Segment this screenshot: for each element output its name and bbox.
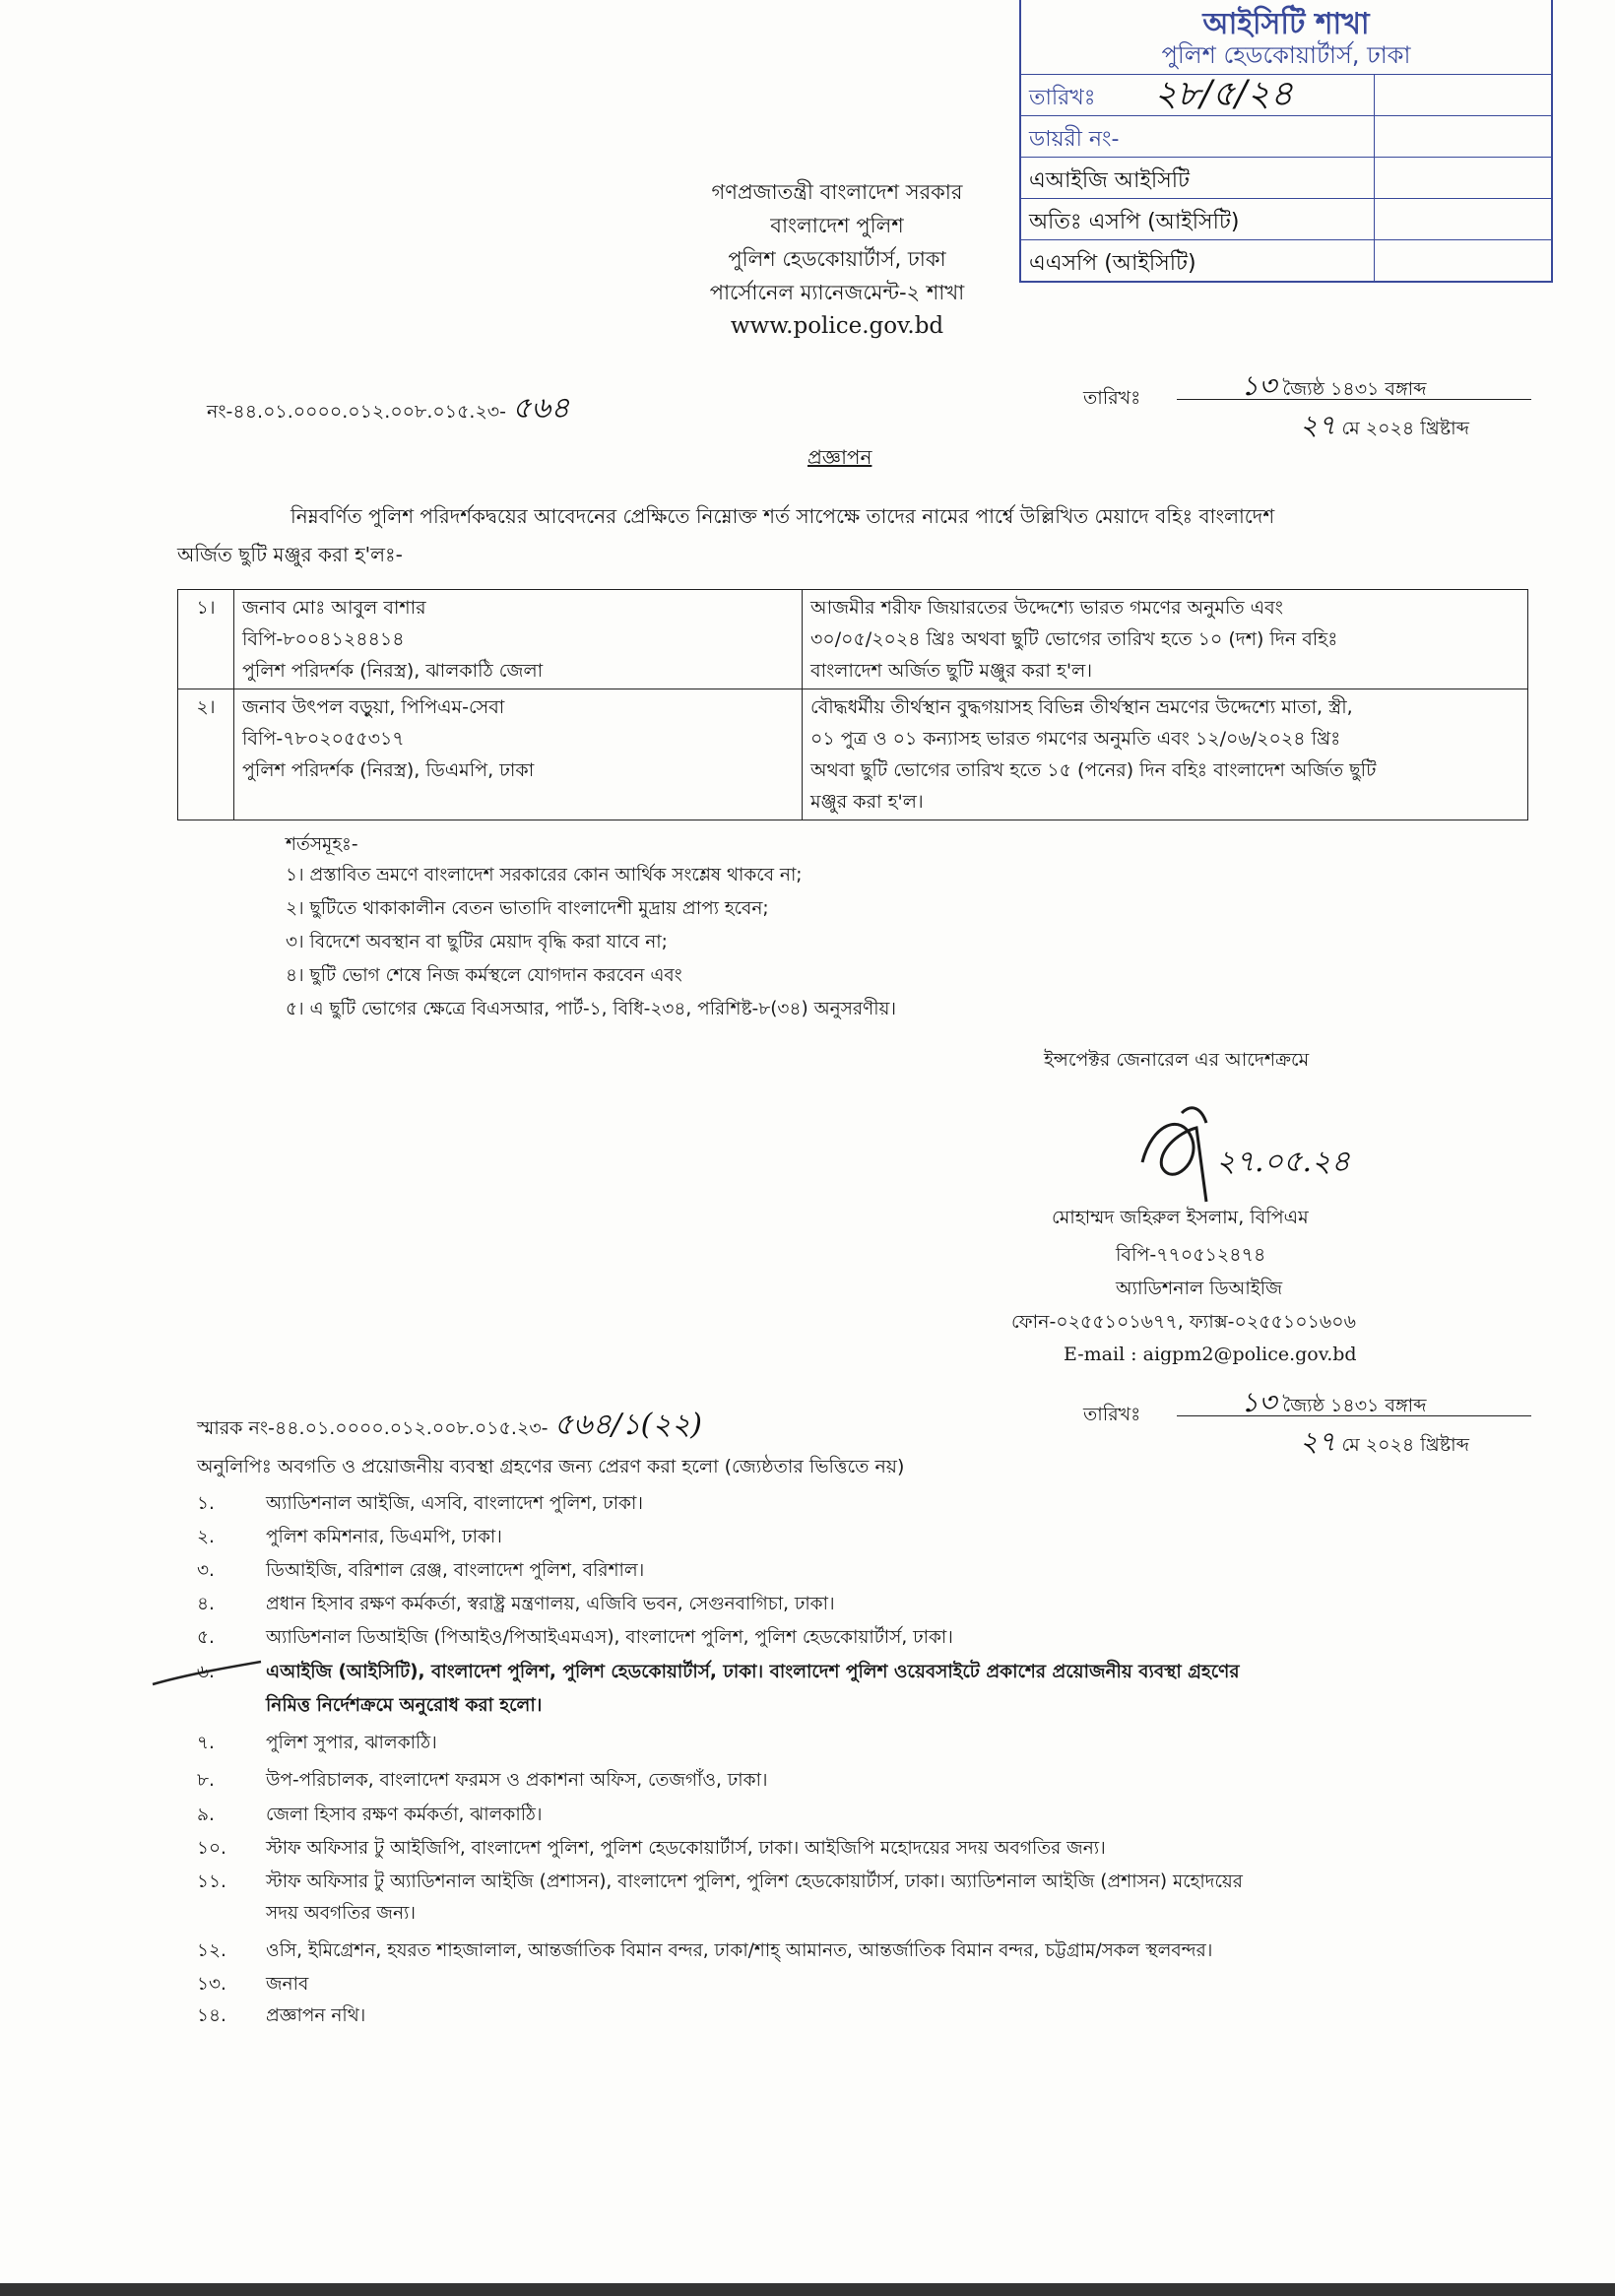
dist-number: ৪. <box>197 1594 215 1614</box>
distribution-heading: অনুলিপিঃ অবগতি ও প্রয়োজনীয় ব্যবস্থা গ্রহণের জন্য প্রেরণ করা হলো (জ্যেষ্ঠতার ভিত্তিতে নয়) <box>197 1456 905 1477</box>
notification-title: প্রজ্ঞাপন <box>808 445 872 469</box>
order-line: ইন্সপেক্টর জেনারেল এর আদেশক্রমে <box>1044 1049 1310 1071</box>
memo-date-label: তারিখঃ <box>1083 387 1141 409</box>
dist-number: ৯. <box>197 1804 215 1825</box>
person-cell: জনাব উৎপল বড়ুয়া, পিপিএম-সেবা বিপি-৭৮০২০৫৫৩১৭ পুলিশ পরিদর্শক (নিরস্ত্র), ডিএমপি, ঢাকা <box>234 689 803 820</box>
person-cell: জনাব মোঃ আবুল বাশার বিপি-৮০০৪১২৪৪১৪ পুলিশ পরিদর্শক (নিরস্ত্র), ঝালকাঠি জেলা <box>234 590 803 689</box>
dist-item: স্টাফ অফিসার টু অ্যাডিশনাল আইজি (প্রশাসন), বাংলাদেশ পুলিশ, পুলিশ হেডকোয়ার্টার্স, ঢাকা। অ্যাডিশনাল আইজি (প্রশাসন) মহোদয়ের <box>266 1871 1243 1892</box>
branch-line: পার্সোনেল ম্যানেজমেন্ট-২ শাখা <box>709 281 965 304</box>
dist-item: অ্যাডিশনাল আইজি, এসবি, বাংলাদেশ পুলিশ, ঢাকা। <box>266 1493 643 1514</box>
dist-number: ১৪. <box>197 2005 226 2026</box>
signatory-name: মোহাম্মদ জহিরুল ইসলাম, বিপিএম <box>1052 1207 1309 1228</box>
memo2-number: স্মারক নং-৪৪.০১.০০০০.০১২.০০৮.০১৫.২৩- ৫৬৪/১(২২) <box>197 1408 703 1442</box>
condition-item: ২। ছুটিতে থাকাকালীন বেতন ভাতাদি বাংলাদেশী মুদ্রায় প্রাপ্য হবেন; <box>286 898 769 919</box>
dist-number: ৩. <box>197 1560 215 1581</box>
tick-mark <box>148 1660 266 1689</box>
stamp-subtitle: পুলিশ হেডকোয়ার্টার্স, ঢাকা <box>1161 41 1411 69</box>
memo-number-handwritten: ৫৬৪ <box>512 391 570 426</box>
dist-number: ৭. <box>197 1733 215 1753</box>
govt-line: গণপ্রজাতন্ত্রী বাংলাদেশ সরকার <box>711 180 963 204</box>
dist-number: ২. <box>197 1527 215 1547</box>
signatory-designation: অ্যাডিশনাল ডিআইজি <box>1116 1278 1283 1299</box>
dist-item: এআইজি (আইসিটি), বাংলাদেশ পুলিশ, পুলিশ হেডকোয়ার্টার্স, ঢাকা। বাংলাদেশ পুলিশ ওয়েবসাইটে প্রকাশের প্রয়োজনীয় ব্যবস্থা গ্রহণের <box>266 1662 1240 1682</box>
stamp-handwritten-date: ২৮/৫/২৪ <box>1154 74 1294 114</box>
intro-line-2: অর্জিত ছুটি মঞ্জুর করা হ'লঃ- <box>177 543 403 566</box>
stamp-title: আইসিটি শাখা <box>1202 7 1370 41</box>
stamp-row-asp: এএসপি (আইসিটি) <box>1021 239 1374 280</box>
memo-date-gregorian: ২৭ মে ২০২৪ খ্রিষ্টাব্দ <box>1300 409 1470 441</box>
memo2-date-bangla: ১৩ জ্যৈষ্ঠ ১৪৩১ বঙ্গাব্দ <box>1241 1386 1427 1418</box>
condition-item: ৩। বিদেশে অবস্থান বা ছুটির মেয়াদ বৃদ্ধি করা যাবে না; <box>286 932 668 952</box>
dist-number: ৮. <box>197 1770 215 1791</box>
signatory-email: E-mail : aigpm2@police.gov.bd <box>1064 1344 1357 1365</box>
stamp-row-aig: এআইজি আইসিটি <box>1021 157 1374 197</box>
stamp-row-addl-sp: অতিঃ এসপি (আইসিটি) <box>1021 198 1374 238</box>
intro-line-1: নিম্নবর্ণিত পুলিশ পরিদর্শকদ্বয়ের আবেদনের প্রেক্ষিতে নিম্নোক্ত শর্ত সাপেক্ষে তাদের নামের পার্শ্বে উল্লিখিত মেয়াদে বহিঃ বাংলাদেশ <box>291 504 1275 528</box>
dist-number: ৬. <box>197 1662 215 1682</box>
signatory-phone: ফোন-০২৫৫১০১৬৭৭, ফ্যাক্স-০২৫৫১০১৬০৬ <box>1011 1311 1356 1333</box>
details-cell: বৌদ্ধধর্মীয় তীর্থস্থান বুদ্ধগয়াসহ বিভিন্ন তীর্থস্থান ভ্রমণের উদ্দেশ্যে মাতা, স্ত্রী, ০১ পুত্র ও ০১ কন্যাসহ ভারত গমণের অনুমতি এবং ১২/০৬/২০২৪ খ্রিঃ অথবা ছুটি ভোগের তারিখ হতে ১৫ (পনের) দিন বহিঃ বাংলাদেশ অর্জিত ছুটি মঞ্জুর করা হ'ল। <box>803 689 1528 820</box>
signature-date: ২৭.০৫.২৪ <box>1216 1145 1351 1179</box>
dist-item-continued: সদয় অবগতির জন্য। <box>266 1903 416 1924</box>
serial-cell: ২। <box>178 689 234 820</box>
dist-item: পুলিশ সুপার, ঝালকাঠি। <box>266 1733 437 1753</box>
org-line: বাংলাদেশ পুলিশ <box>770 214 904 237</box>
scan-edge <box>0 2283 1615 2296</box>
details-cell: আজমীর শরীফ জিয়ারতের উদ্দেশ্যে ভারত গমণের অনুমতি এবং ৩০/০৫/২০২৪ খ্রিঃ অথবা ছুটি ভোগের তারিখ হতে ১০ (দশ) দিন বহিঃ বাংলাদেশ অর্জিত ছুটি মঞ্জুর করা হ'ল। <box>803 590 1528 689</box>
condition-item: ১। প্রস্তাবিত ভ্রমণে বাংলাদেশ সরকারের কোন আর্থিক সংশ্লেষ থাকবে না; <box>286 865 803 886</box>
stamp-row-date: তারিখঃ <box>1021 74 1374 114</box>
dist-number: ১১. <box>197 1871 226 1892</box>
website: www.police.gov.bd <box>730 313 944 339</box>
dist-number: ১. <box>197 1493 215 1514</box>
condition-item: ৪। ছুটি ভোগ শেষে নিজ কর্মস্থলে যোগদান করবেন এবং <box>286 965 682 986</box>
dist-item: উপ-পরিচালক, বাংলাদেশ ফরমস ও প্রকাশনা অফিস, তেজগাঁও, ঢাকা। <box>266 1770 768 1791</box>
dist-item: জেলা হিসাব রক্ষণ কর্মকর্তা, ঝালকাঠি। <box>266 1804 543 1825</box>
dist-item: স্টাফ অফিসার টু আইজিপি, বাংলাদেশ পুলিশ, পুলিশ হেডকোয়ার্টার্স, ঢাকা। আইজিপি মহোদয়ের সদয় অবগতির জন্য। <box>266 1838 1106 1859</box>
ict-branch-stamp <box>1019 0 1553 283</box>
table-row <box>178 590 1528 689</box>
dist-item: জনাব <box>266 1974 309 1995</box>
memo2-date-label: তারিখঃ <box>1083 1404 1141 1425</box>
dist-number: ১২. <box>197 1940 226 1961</box>
signatory-bp: বিপি-৭৭০৫১২৪৭৪ <box>1116 1244 1266 1266</box>
dist-number: ১০. <box>197 1838 226 1859</box>
serial-cell: ১। <box>178 590 234 689</box>
stamp-row-diary: ডায়রী নং- <box>1021 115 1374 156</box>
dist-item-continued: নিমিত্ত নির্দেশক্রমে অনুরোধ করা হলো। <box>266 1695 543 1716</box>
dist-item: পুলিশ কমিশনার, ডিএমপি, ঢাকা। <box>266 1527 502 1547</box>
conditions-heading: শর্তসমূহঃ- <box>286 834 358 855</box>
memo2-number-handwritten: ৫৬৪/১(২২) <box>553 1408 703 1442</box>
memo-date-bangla: ১৩ জ্যৈষ্ঠ ১৪৩১ বঙ্গাব্দ <box>1241 369 1427 402</box>
leave-grant-table <box>177 589 1528 820</box>
condition-item: ৫। এ ছুটি ভোগের ক্ষেত্রে বিএসআর, পার্ট-১, বিধি-২৩৪, পরিশিষ্ট-৮(৩৪) অনুসরণীয়। <box>286 999 897 1019</box>
memo-number: নং-৪৪.০১.০০০০.০১২.০০৮.০১৫.২৩- ৫৬৪ <box>207 391 570 426</box>
dist-item: অ্যাডিশনাল ডিআইজি (পিআইও/পিআইএমএস), বাংলাদেশ পুলিশ, পুলিশ হেডকোয়ার্টার্স, ঢাকা। <box>266 1627 953 1648</box>
letterhead <box>640 175 1034 343</box>
office-line: পুলিশ হেডকোয়ার্টার্স, ঢাকা <box>728 247 946 271</box>
dist-number: ১৩. <box>197 1974 226 1995</box>
dist-item: প্রধান হিসাব রক্ষণ কর্মকর্তা, স্বরাষ্ট্র মন্ত্রণালয়, এজিবি ভবন, সেগুনবাগিচা, ঢাকা। <box>266 1594 835 1614</box>
table-row <box>178 689 1528 820</box>
dist-item: ডিআইজি, বরিশাল রেঞ্জ, বাংলাদেশ পুলিশ, বরিশাল। <box>266 1560 645 1581</box>
memo2-date-gregorian: ২৭ মে ২০২৪ খ্রিষ্টাব্দ <box>1300 1425 1470 1458</box>
dist-item: ওসি, ইমিগ্রেশন, হযরত শাহজালাল, আন্তর্জাতিক বিমান বন্দর, ঢাকা/শাহ্ আমানত, আন্তর্জাতিক বিমান বন্দর, চট্টগ্রাম/সকল স্থলবন্দর। <box>266 1940 1213 1961</box>
dist-item: প্রজ্ঞাপন নথি। <box>266 2005 366 2026</box>
dist-number: ৫. <box>197 1627 215 1648</box>
